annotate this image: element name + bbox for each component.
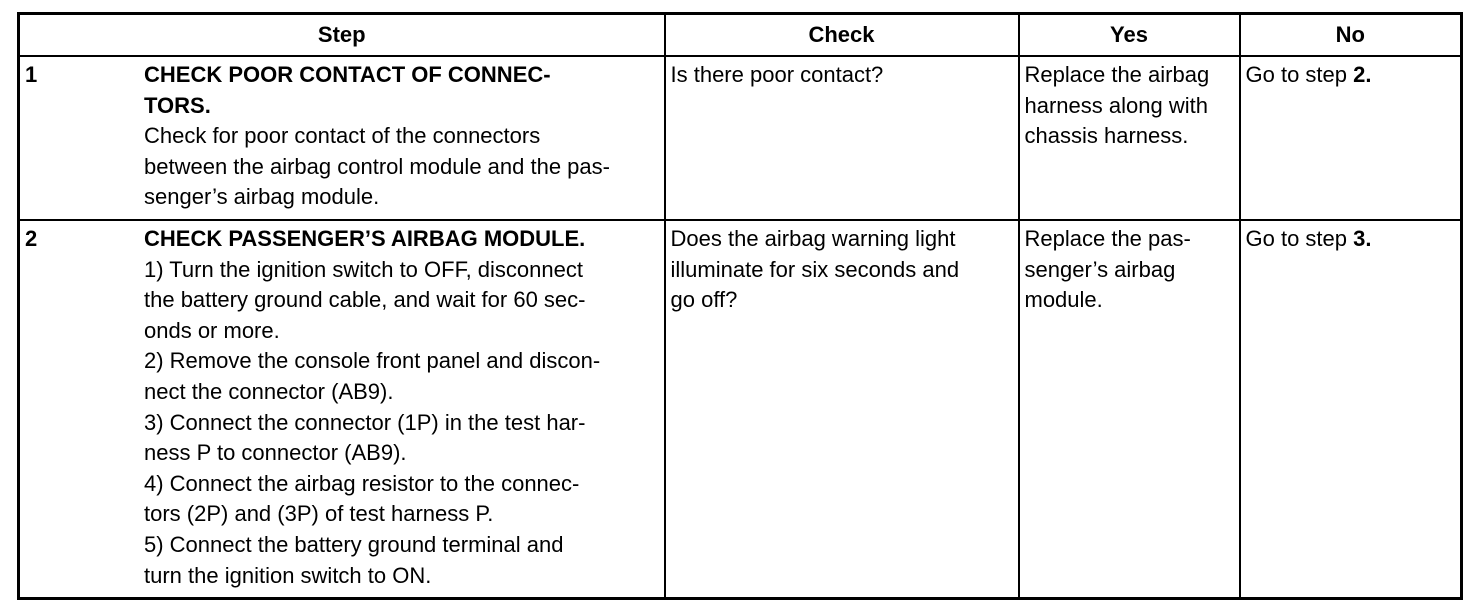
step-body-line: the battery ground cable, and wait for 60 sec-: [144, 287, 586, 313]
header-step: Step: [19, 14, 665, 57]
check-line: Does the airbag warning light: [670, 225, 956, 251]
step-title-line: CHECK POOR CONTACT OF CONNEC-: [144, 62, 551, 87]
yes-cell: [1019, 220, 1240, 599]
table-row: [19, 220, 1462, 599]
header-row: [19, 14, 1462, 57]
step-body-line: Check for poor contact of the connectors: [144, 123, 541, 149]
no-step-link: 3: [1353, 225, 1366, 251]
step-body-line: 3) Connect the connector (1P) in the test har-: [144, 409, 586, 435]
step-body-line: between the airbag control module and the pas-: [144, 153, 610, 179]
step-body-line: onds or more.: [144, 317, 280, 343]
no-suffix: .: [1365, 225, 1372, 251]
step-body-line: ness P to connector (AB9).: [144, 440, 407, 466]
no-step-link: 2: [1353, 62, 1366, 87]
step-body-line: turn the ignition switch to ON.: [144, 562, 432, 588]
step-title-line: CHECK PASSENGER’S AIRBAG MODULE.: [144, 225, 586, 251]
step-body-line: 4) Connect the airbag resistor to the connec-: [144, 470, 580, 496]
no-prefix: Go to step: [1245, 225, 1354, 251]
step-title-line: TORS.: [144, 92, 211, 118]
check-line: go off?: [670, 287, 738, 313]
step-number: 2: [25, 225, 38, 251]
step-cell: [19, 220, 665, 599]
check-cell: [665, 56, 1019, 220]
table-row: [19, 56, 1462, 220]
no-action: [1246, 60, 1457, 91]
yes-line: module.: [1024, 287, 1103, 313]
yes-cell: [1019, 56, 1240, 220]
step-body-line: nect the connector (AB9).: [144, 378, 394, 404]
yes-line: Replace the pas-: [1024, 225, 1191, 251]
no-action: [1246, 224, 1457, 255]
step-body-line: tors (2P) and (3P) of test harness P.: [144, 501, 494, 527]
header-no: No: [1240, 14, 1462, 57]
header-yes: Yes: [1019, 14, 1240, 57]
diagnostic-table: [17, 12, 1463, 600]
yes-line: chassis harness.: [1024, 123, 1189, 149]
step-body-line: 2) Remove the console front panel and discon-: [144, 348, 601, 374]
check-line: illuminate for six seconds and: [670, 256, 960, 282]
step-body-line: senger’s airbag module.: [144, 184, 380, 210]
step-body-line: 1) Turn the ignition switch to OFF, disconnect: [144, 256, 583, 282]
step-number: 1: [25, 62, 38, 87]
check-cell: [665, 220, 1019, 599]
step-body-line: 5) Connect the battery ground terminal and: [144, 531, 564, 557]
yes-line: senger’s airbag: [1024, 256, 1176, 282]
no-suffix: .: [1365, 62, 1372, 87]
step-description: [144, 224, 660, 591]
yes-line: harness along with: [1024, 92, 1208, 118]
step-description: [144, 60, 660, 213]
header-check: Check: [665, 14, 1019, 57]
check-line: Is there poor contact?: [670, 62, 884, 87]
no-cell: [1240, 56, 1462, 220]
no-prefix: Go to step: [1245, 62, 1354, 87]
no-cell: [1240, 220, 1462, 599]
yes-line: Replace the airbag: [1024, 62, 1210, 87]
step-cell: [19, 56, 665, 220]
